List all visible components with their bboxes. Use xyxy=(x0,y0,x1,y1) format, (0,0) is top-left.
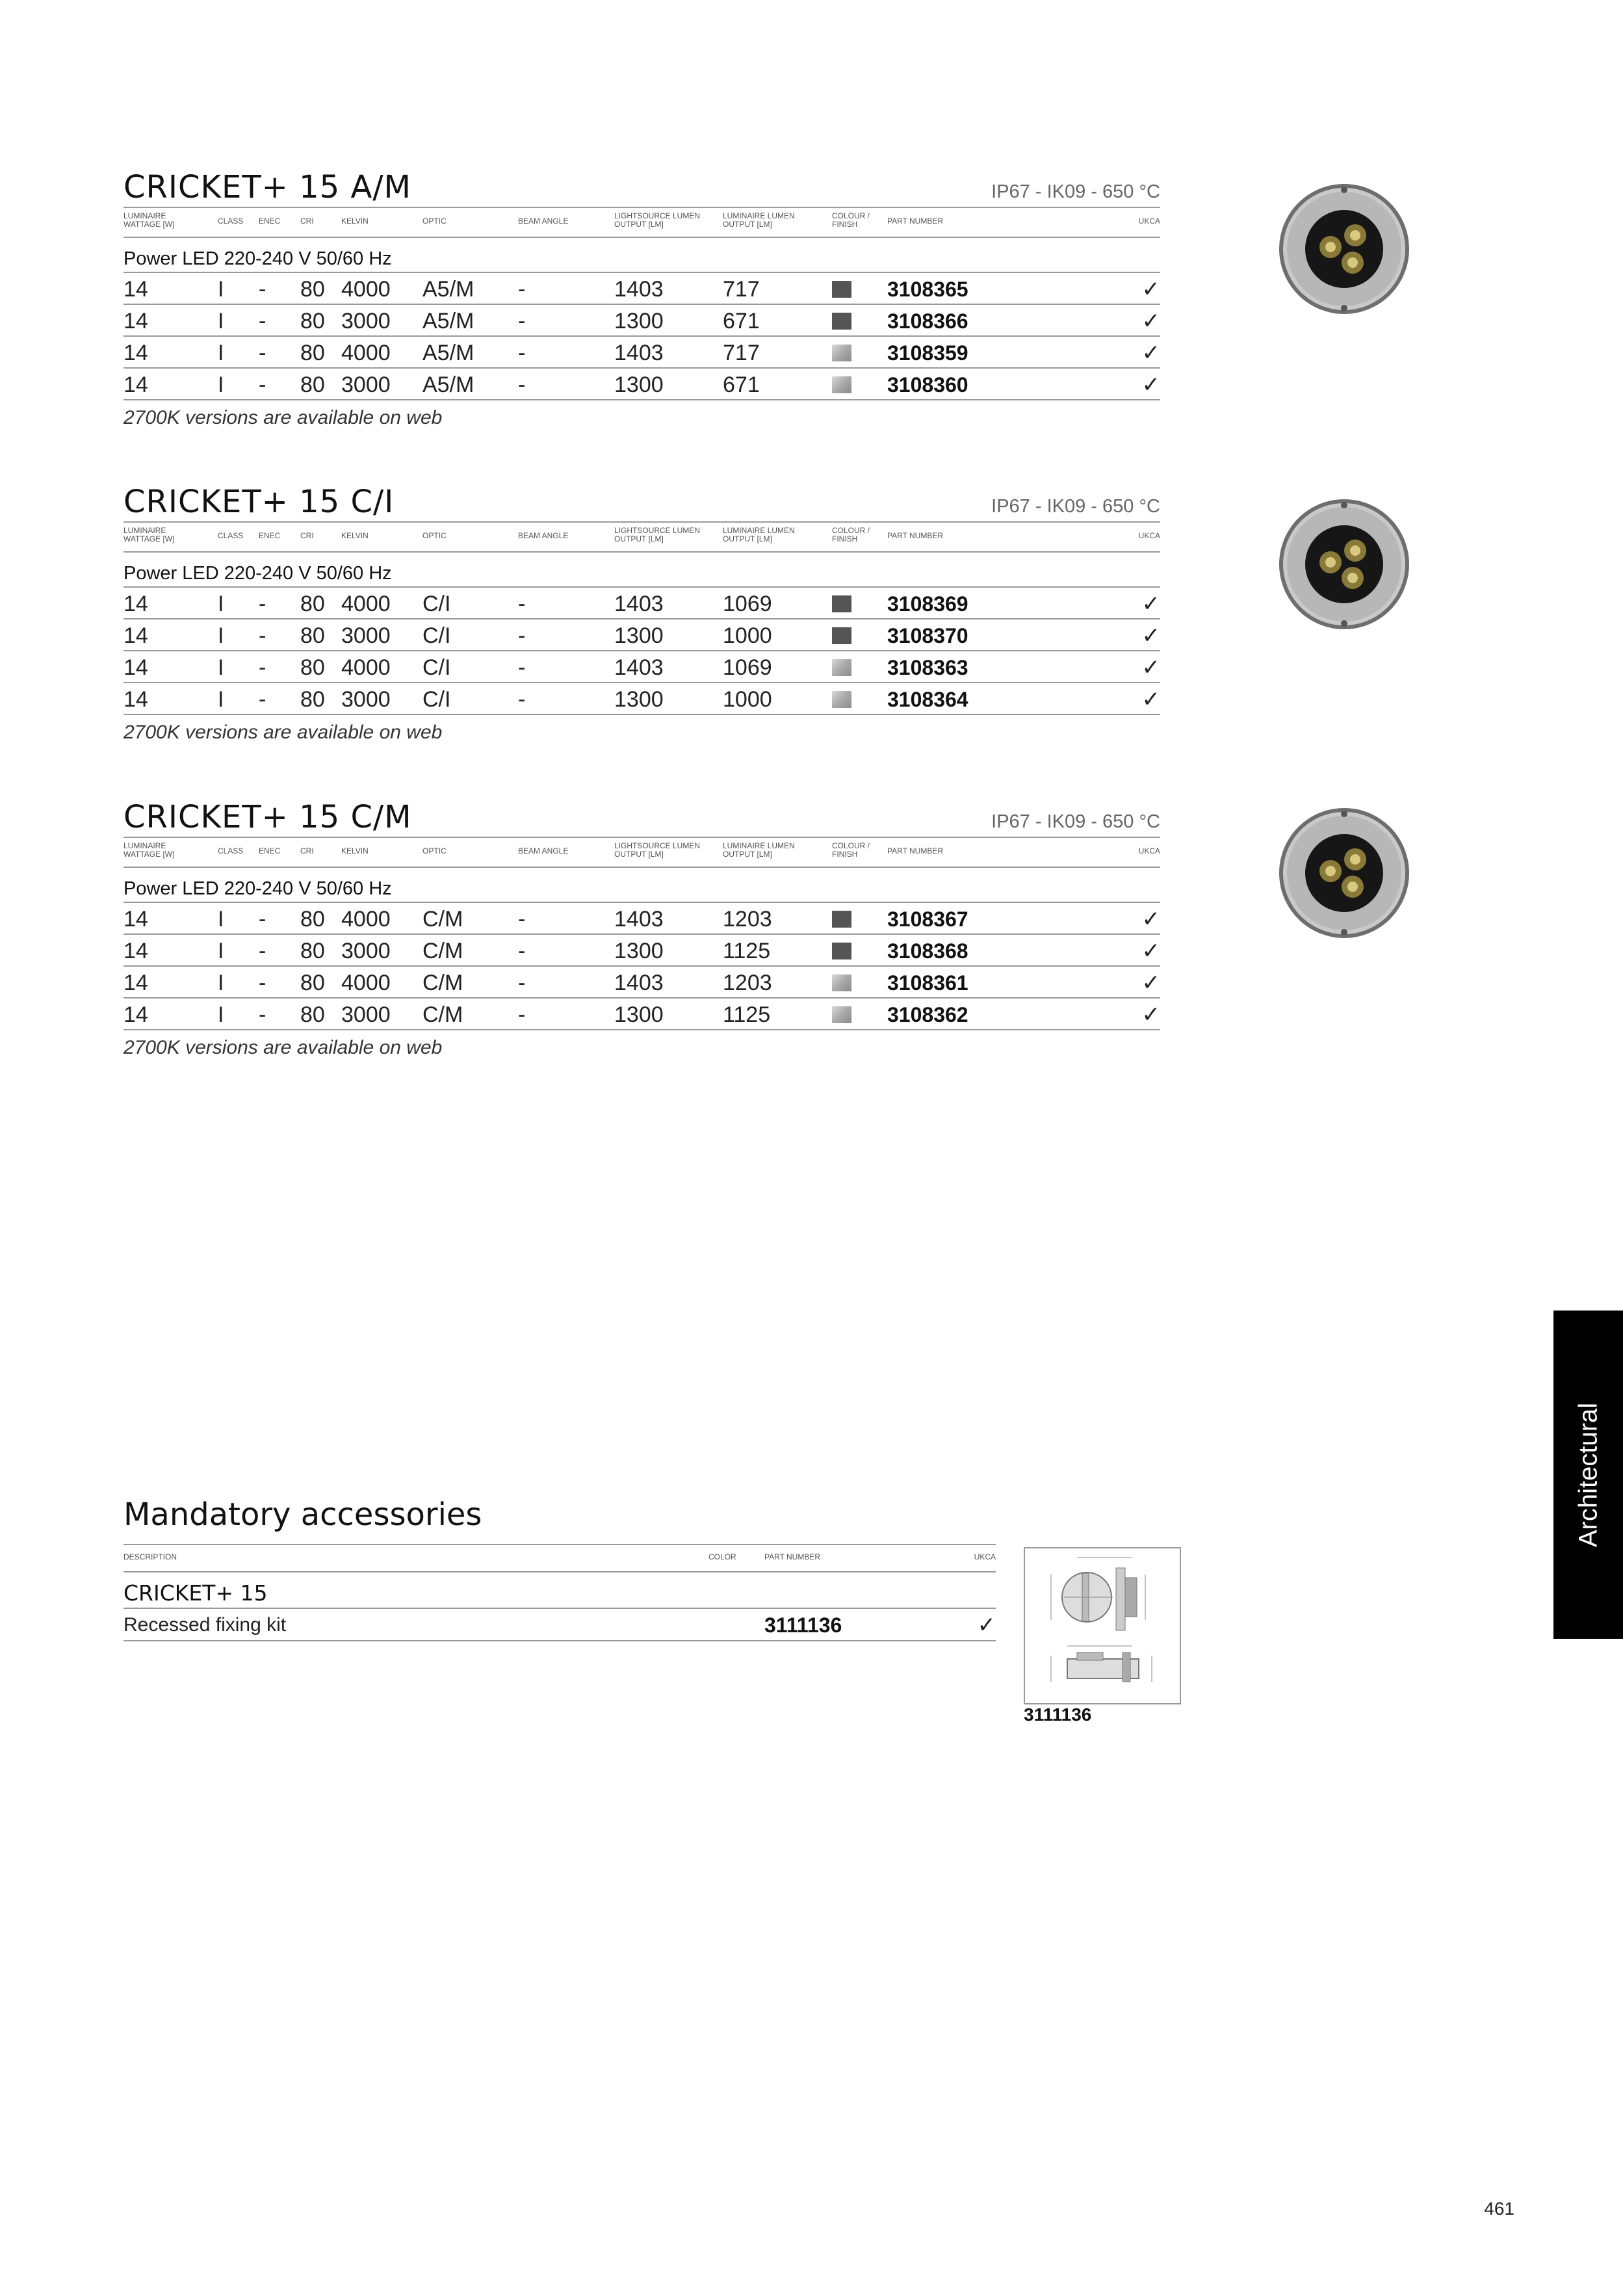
section-title: CRICKET+ 15 C/M xyxy=(123,799,412,835)
part-number: 3108365 xyxy=(887,278,968,301)
table-cell: 4000 xyxy=(341,655,391,680)
table-cell: I xyxy=(218,971,224,995)
table-cell: 3000 xyxy=(341,687,391,712)
table-cell: 717 xyxy=(723,341,760,365)
column-header: CLASS xyxy=(218,531,244,540)
group-label: Power LED 220-240 V 50/60 Hz xyxy=(123,868,1160,903)
table-cell: 1300 xyxy=(614,309,664,333)
table-cell: 80 xyxy=(300,687,325,712)
ukca-check-icon: ✓ xyxy=(1141,655,1160,680)
table-cell: I xyxy=(218,592,224,616)
table-cell: 80 xyxy=(300,341,325,365)
availability-note: 2700K versions are available on web xyxy=(123,1037,443,1058)
page-number: 461 xyxy=(1484,2198,1514,2219)
column-header: COLOUR / FINISH xyxy=(832,211,870,229)
column-header: CRI xyxy=(300,531,314,540)
table-cell: 4000 xyxy=(341,971,391,995)
table-cell: I xyxy=(218,655,224,680)
column-header: ENEC xyxy=(259,531,281,540)
section-rating: IP67 - IK09 - 650 °C xyxy=(991,496,1160,517)
column-header: LUMINAIRE LUMEN OUTPUT [LM] xyxy=(723,841,795,859)
table-cell: 1203 xyxy=(723,907,772,932)
table-cell: - xyxy=(259,592,266,616)
table-cell: 80 xyxy=(300,592,325,616)
ukca-check-icon: ✓ xyxy=(1141,309,1160,333)
table-row xyxy=(123,369,1160,400)
product-section xyxy=(123,798,1160,1059)
table-cell: 14 xyxy=(123,907,148,932)
table-cell: 80 xyxy=(300,939,325,963)
table-cell: 14 xyxy=(123,687,148,712)
table-cell: - xyxy=(259,277,266,302)
table-cell: - xyxy=(518,372,526,397)
table-cell: 4000 xyxy=(341,341,391,365)
table-cell: C/M xyxy=(422,1002,463,1027)
table-cell: 1403 xyxy=(614,655,664,680)
table-cell: - xyxy=(518,655,526,680)
table-row xyxy=(123,305,1160,337)
table-cell: C/I xyxy=(422,687,451,712)
table-cell: 1403 xyxy=(614,971,664,995)
table-cell: C/M xyxy=(422,939,463,963)
column-header: OPTIC xyxy=(422,846,447,855)
table-row xyxy=(123,683,1160,715)
table-cell: I xyxy=(218,1002,224,1027)
table-cell: 1125 xyxy=(723,1002,771,1027)
column-header: KELVIN xyxy=(341,216,369,226)
table-row xyxy=(123,620,1160,651)
column-header: KELVIN xyxy=(341,531,369,540)
availability-note: 2700K versions are available on web xyxy=(123,722,443,743)
table-row xyxy=(123,967,1160,998)
table-row xyxy=(123,273,1160,305)
table-cell: 80 xyxy=(300,1002,325,1027)
table-cell: 1300 xyxy=(614,623,664,648)
table-cell: I xyxy=(218,277,224,302)
part-number: 3108367 xyxy=(887,907,968,931)
table-cell: 3000 xyxy=(341,372,391,397)
table-cell: 80 xyxy=(300,655,325,680)
table-cell: 1403 xyxy=(614,907,664,932)
table-cell: - xyxy=(518,341,526,365)
finish-swatch xyxy=(832,281,851,298)
finish-swatch xyxy=(832,627,851,644)
group-label: Power LED 220-240 V 50/60 Hz xyxy=(123,553,1160,588)
table-cell: 671 xyxy=(723,372,760,397)
table-cell: 1300 xyxy=(614,1002,664,1027)
table-row xyxy=(123,337,1160,369)
table-cell: I xyxy=(218,623,224,648)
product-section xyxy=(123,168,1160,429)
table-cell: 14 xyxy=(123,939,148,963)
column-header: LIGHTSOURCE LUMEN OUTPUT [LM] xyxy=(614,211,701,229)
section-title: CRICKET+ 15 A/M xyxy=(123,169,411,205)
column-header: BEAM ANGLE xyxy=(518,216,569,226)
table-cell: C/I xyxy=(422,623,451,648)
table-row xyxy=(123,588,1160,620)
table-cell: 1300 xyxy=(614,687,664,712)
finish-swatch xyxy=(832,911,851,928)
part-number: 3108370 xyxy=(887,624,968,647)
accessories-title: Mandatory accessories xyxy=(123,1496,482,1533)
table-cell: - xyxy=(259,971,266,995)
finish-swatch xyxy=(832,345,851,361)
table-cell: 14 xyxy=(123,1002,148,1027)
column-header: ENEC xyxy=(259,846,281,855)
table-cell: 14 xyxy=(123,623,148,648)
product-image-c-i xyxy=(1277,497,1411,631)
column-header: CLASS xyxy=(218,216,244,226)
column-header: BEAM ANGLE xyxy=(518,531,569,540)
accessories-header-row xyxy=(123,1544,996,1572)
section-title: CRICKET+ 15 C/I xyxy=(123,484,395,520)
ukca-check-icon: ✓ xyxy=(1141,592,1160,616)
table-cell: 80 xyxy=(300,277,325,302)
section-rating: IP67 - IK09 - 650 °C xyxy=(991,181,1160,202)
table-cell: 1000 xyxy=(723,687,772,712)
table-cell: - xyxy=(518,309,526,333)
ukca-check-icon: ✓ xyxy=(1141,1002,1160,1027)
table-cell: - xyxy=(259,655,266,680)
column-header: CLASS xyxy=(218,846,244,855)
product-image-a-m xyxy=(1277,182,1411,316)
table-cell: - xyxy=(518,592,526,616)
ukca-check-icon: ✓ xyxy=(1141,907,1160,932)
side-tab-label: Architectural xyxy=(1574,1402,1602,1547)
table-cell: I xyxy=(218,309,224,333)
column-header: OPTIC xyxy=(422,531,447,540)
finish-swatch xyxy=(832,943,851,959)
table-cell: 1403 xyxy=(614,277,664,302)
product-section xyxy=(123,482,1160,744)
table-cell: 1000 xyxy=(723,623,772,648)
column-header-ukca: UKCA xyxy=(1138,216,1160,226)
finish-swatch xyxy=(832,595,851,612)
table-cell: - xyxy=(518,971,526,995)
table-cell: 1300 xyxy=(614,372,664,397)
column-header: LUMINAIRE WATTAGE [W] xyxy=(123,526,175,543)
table-cell: A5/M xyxy=(422,309,474,333)
ukca-check-icon: ✓ xyxy=(1141,623,1160,648)
column-header: PART NUMBER xyxy=(887,216,944,226)
section-header xyxy=(123,168,1160,207)
accessory-ukca-check: ✓ xyxy=(977,1613,996,1637)
finish-swatch xyxy=(832,376,851,393)
fixing-kit-drawing xyxy=(1024,1547,1181,1704)
table-cell: - xyxy=(259,372,266,397)
section-rating: IP67 - IK09 - 650 °C xyxy=(991,811,1160,832)
table-cell: 80 xyxy=(300,971,325,995)
table-cell: 3000 xyxy=(341,623,391,648)
table-cell: - xyxy=(259,939,266,963)
table-cell: 1403 xyxy=(614,592,664,616)
table-cell: 80 xyxy=(300,372,325,397)
table-cell: - xyxy=(259,341,266,365)
ukca-check-icon: ✓ xyxy=(1141,277,1160,302)
column-header: OPTIC xyxy=(422,216,447,226)
section-header xyxy=(123,482,1160,521)
ukca-check-icon: ✓ xyxy=(1141,939,1160,963)
table-cell: C/M xyxy=(422,907,463,932)
table-cell: 14 xyxy=(123,372,148,397)
table-cell: - xyxy=(518,907,526,932)
table-cell: 14 xyxy=(123,655,148,680)
table-cell: A5/M xyxy=(422,372,474,397)
column-header: BEAM ANGLE xyxy=(518,846,569,855)
part-number: 3108366 xyxy=(887,309,968,333)
table-cell: 4000 xyxy=(341,277,391,302)
table-cell: C/I xyxy=(422,655,451,680)
table-cell: - xyxy=(259,907,266,932)
acc-header-ukca: UKCA xyxy=(974,1552,996,1561)
table-cell: I xyxy=(218,907,224,932)
accessory-description: Recessed fixing kit xyxy=(123,1614,287,1636)
finish-swatch xyxy=(832,691,851,708)
part-number: 3108362 xyxy=(887,1003,968,1026)
ukca-check-icon: ✓ xyxy=(1141,687,1160,712)
table-cell: 1069 xyxy=(723,655,772,680)
finish-swatch xyxy=(832,659,851,676)
table-cell: C/M xyxy=(422,971,463,995)
table-cell: I xyxy=(218,341,224,365)
table-cell: 80 xyxy=(300,907,325,932)
side-tab xyxy=(1553,1311,1623,1639)
column-header: COLOUR / FINISH xyxy=(832,841,870,859)
part-number: 3108361 xyxy=(887,971,968,995)
column-header: LUMINAIRE WATTAGE [W] xyxy=(123,841,175,859)
acc-header-description: DESCRIPTION xyxy=(123,1552,177,1561)
table-cell: 14 xyxy=(123,309,148,333)
ukca-check-icon: ✓ xyxy=(1141,341,1160,365)
column-header-ukca: UKCA xyxy=(1138,531,1160,540)
table-cell: 14 xyxy=(123,341,148,365)
column-header: ENEC xyxy=(259,216,281,226)
table-cell: 4000 xyxy=(341,907,391,932)
table-cell: 717 xyxy=(723,277,760,302)
table-cell: - xyxy=(259,687,266,712)
drawing-part-number: 3111136 xyxy=(1024,1704,1092,1725)
section-header xyxy=(123,798,1160,837)
column-header: LUMINAIRE LUMEN OUTPUT [LM] xyxy=(723,526,795,543)
column-header-ukca: UKCA xyxy=(1138,846,1160,855)
table-row xyxy=(123,998,1160,1030)
group-label: Power LED 220-240 V 50/60 Hz xyxy=(123,238,1160,273)
table-cell: A5/M xyxy=(422,341,474,365)
table-cell: - xyxy=(259,623,266,648)
column-header-row xyxy=(123,207,1160,238)
table-cell: 80 xyxy=(300,623,325,648)
finish-swatch xyxy=(832,974,851,991)
table-row xyxy=(123,935,1160,967)
table-cell: - xyxy=(518,687,526,712)
table-cell: I xyxy=(218,372,224,397)
table-cell: I xyxy=(218,687,224,712)
accessory-row xyxy=(123,1609,996,1641)
table-row xyxy=(123,651,1160,683)
table-cell: - xyxy=(518,277,526,302)
column-header: LIGHTSOURCE LUMEN OUTPUT [LM] xyxy=(614,841,701,859)
table-cell: 14 xyxy=(123,277,148,302)
acc-header-part: PART NUMBER xyxy=(764,1552,821,1561)
table-cell: - xyxy=(518,1002,526,1027)
table-cell: 1300 xyxy=(614,939,664,963)
column-header: COLOUR / FINISH xyxy=(832,526,870,543)
finish-swatch xyxy=(832,313,851,330)
table-cell: 3000 xyxy=(341,939,391,963)
table-cell: 14 xyxy=(123,971,148,995)
table-cell: A5/M xyxy=(422,277,474,302)
table-cell: 4000 xyxy=(341,592,391,616)
table-cell: 14 xyxy=(123,592,148,616)
part-number: 3108369 xyxy=(887,592,968,616)
product-image-c-m xyxy=(1277,806,1411,940)
ukca-check-icon: ✓ xyxy=(1141,971,1160,995)
part-number: 3108363 xyxy=(887,656,968,679)
table-cell: 1125 xyxy=(723,939,771,963)
availability-note: 2700K versions are available on web xyxy=(123,407,443,428)
column-header: KELVIN xyxy=(341,846,369,855)
table-cell: 1403 xyxy=(614,341,664,365)
column-header: LUMINAIRE WATTAGE [W] xyxy=(123,211,175,229)
column-header-row xyxy=(123,521,1160,553)
table-cell: 3000 xyxy=(341,1002,391,1027)
part-number: 3108364 xyxy=(887,688,968,711)
part-number: 3108368 xyxy=(887,939,968,963)
table-cell: - xyxy=(518,623,526,648)
ukca-check-icon: ✓ xyxy=(1141,372,1160,397)
table-cell: C/I xyxy=(422,592,451,616)
table-cell: - xyxy=(518,939,526,963)
accessories-group: CRICKET+ 15 xyxy=(123,1572,996,1609)
part-number: 3108360 xyxy=(887,373,968,397)
column-header: LUMINAIRE LUMEN OUTPUT [LM] xyxy=(723,211,795,229)
acc-header-color: COLOR xyxy=(708,1552,736,1561)
finish-swatch xyxy=(832,1006,851,1023)
column-header: LIGHTSOURCE LUMEN OUTPUT [LM] xyxy=(614,526,701,543)
accessories-section xyxy=(123,1492,996,1641)
column-header: PART NUMBER xyxy=(887,531,944,540)
column-header: CRI xyxy=(300,846,314,855)
table-cell: 1069 xyxy=(723,592,772,616)
table-cell: I xyxy=(218,939,224,963)
table-row xyxy=(123,903,1160,935)
part-number: 3108359 xyxy=(887,341,968,365)
table-cell: 1203 xyxy=(723,971,772,995)
table-cell: 671 xyxy=(723,309,760,333)
table-cell: 3000 xyxy=(341,309,391,333)
column-header-row xyxy=(123,837,1160,868)
column-header: CRI xyxy=(300,216,314,226)
table-cell: - xyxy=(259,1002,266,1027)
column-header: PART NUMBER xyxy=(887,846,944,855)
accessory-part-number: 3111136 xyxy=(764,1613,842,1637)
table-cell: 80 xyxy=(300,309,325,333)
table-cell: - xyxy=(259,309,266,333)
